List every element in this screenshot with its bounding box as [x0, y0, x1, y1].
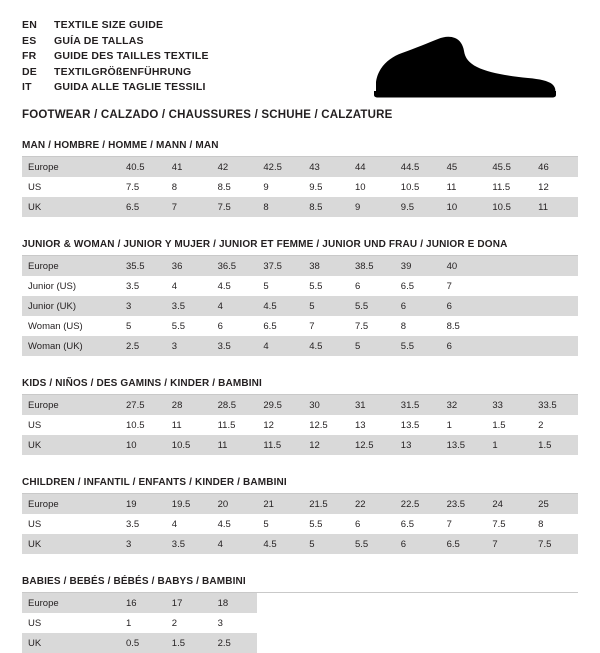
table-row [22, 494, 578, 514]
size-cell-empty [532, 256, 578, 276]
size-cell-empty [395, 633, 441, 653]
size-table-children [22, 494, 578, 554]
table-row [22, 336, 578, 356]
size-cell: 25 [532, 494, 578, 514]
language-code: IT [22, 81, 32, 93]
size-cell: 4 [212, 296, 258, 316]
size-cell: 8.5 [446, 320, 460, 332]
row-label: US [28, 181, 42, 193]
size-cell-empty [486, 633, 532, 653]
size-cell-empty [441, 633, 487, 653]
size-cell: 5 [263, 518, 269, 530]
size-cell: 38 [303, 256, 349, 276]
size-cell: 44.5 [395, 157, 441, 177]
row-label: Europe [22, 256, 120, 276]
size-cell: 12 [263, 419, 274, 431]
language-row [22, 34, 209, 50]
size-cell: 8 [538, 518, 544, 530]
section-babies [22, 576, 578, 653]
size-cell: 4.5 [217, 518, 231, 530]
size-cell: 41 [166, 157, 212, 177]
section-kids [22, 378, 578, 455]
size-cell: 22.5 [395, 494, 441, 514]
size-cell: 6 [354, 280, 361, 292]
size-cell-empty [441, 593, 487, 613]
row-label: US [28, 617, 42, 629]
size-cell: 45.5 [486, 157, 532, 177]
size-cell: 7 [486, 534, 532, 554]
size-cell: 5.5 [349, 534, 395, 554]
dress-shoe-icon [368, 34, 558, 100]
section-junior-woman [22, 239, 578, 356]
dress-shoe-illustration [368, 34, 558, 100]
table-row [22, 415, 578, 435]
size-cell-empty [395, 613, 441, 633]
language-list [22, 18, 209, 96]
size-cell: 4.5 [217, 280, 231, 292]
size-table-body [22, 256, 578, 356]
size-cell-empty [303, 593, 349, 613]
size-cell: 8.5 [217, 181, 231, 193]
size-cell-empty [441, 613, 487, 633]
size-cell: 6.5 [120, 197, 166, 217]
size-cell: 12 [538, 181, 549, 193]
row-label: UK [22, 534, 120, 554]
size-cell: 4 [171, 518, 178, 530]
size-cell-empty [532, 336, 578, 356]
size-cell: 6 [395, 296, 441, 316]
size-cell: 28 [166, 395, 212, 415]
size-cell: 5.5 [171, 320, 186, 332]
language-title: TEXTILE SIZE GUIDE [54, 19, 164, 31]
size-cell: 8 [400, 320, 407, 332]
size-cell: 42.5 [257, 157, 303, 177]
size-cell: 33 [486, 395, 532, 415]
size-cell: 0.5 [120, 633, 166, 653]
size-cell: 8 [257, 197, 303, 217]
size-cell: 1 [486, 435, 532, 455]
row-label: Junior (US) [28, 280, 77, 292]
size-cell: 27.5 [120, 395, 166, 415]
size-cell-empty [303, 613, 349, 633]
language-row [22, 80, 209, 96]
size-cell: 46 [532, 157, 578, 177]
size-cell: 3 [217, 617, 223, 629]
size-cell: 45 [441, 157, 487, 177]
size-cell: 2 [538, 419, 544, 431]
size-cell: 6 [217, 320, 223, 332]
size-cell: 4 [212, 534, 258, 554]
size-cell: 9 [263, 181, 269, 193]
section-title: JUNIOR & WOMAN / JUNIOR Y MUJER / JUNIOR ET FEMME / JUNIOR UND FRAU / JUNIOR E DONA [22, 239, 578, 256]
size-cell: 9.5 [309, 181, 323, 193]
size-cell: 3.5 [212, 336, 258, 356]
size-cell: 1 [446, 419, 452, 431]
size-cell: 13.5 [400, 419, 420, 431]
size-cell: 31 [349, 395, 395, 415]
size-cell-empty [532, 593, 578, 613]
language-title: GUIDA ALLE TAGLIE TESSILI [54, 81, 206, 93]
row-label: Europe [22, 157, 120, 177]
size-cell: 4.5 [257, 296, 303, 316]
size-cell-empty [303, 633, 349, 653]
size-cell: 5 [303, 296, 349, 316]
size-cell: 11 [171, 419, 182, 431]
size-cell: 6.5 [441, 534, 487, 554]
size-cell: 4.5 [303, 336, 349, 356]
table-row [22, 435, 578, 455]
size-cell: 9 [349, 197, 395, 217]
language-title: GUIDE DES TAILLES TEXTILE [54, 50, 209, 62]
size-cell-empty [257, 613, 303, 633]
row-label: Woman (US) [28, 320, 83, 332]
language-list-body [22, 18, 209, 96]
size-cell: 13 [395, 435, 441, 455]
row-label: Woman (UK) [22, 336, 120, 356]
size-cell: 5 [303, 534, 349, 554]
size-cell: 5 [263, 280, 269, 292]
size-cell-empty [486, 336, 532, 356]
size-cell-empty [349, 633, 395, 653]
size-cell-empty [532, 613, 578, 633]
row-label: UK [22, 197, 120, 217]
row-label: Europe [22, 494, 120, 514]
size-cell: 3.5 [126, 518, 140, 530]
row-label: Europe [22, 395, 120, 415]
size-cell: 3 [120, 534, 166, 554]
size-table-babies [22, 593, 578, 653]
size-cell: 17 [166, 593, 212, 613]
size-cell: 39 [395, 256, 441, 276]
row-label: Junior (UK) [22, 296, 120, 316]
size-cell: 7 [166, 197, 212, 217]
size-cell: 31.5 [395, 395, 441, 415]
size-table-body [22, 593, 578, 653]
section-title: CHILDREN / INFANTIL / ENFANTS / KINDER / BAMBINI [22, 477, 578, 494]
size-cell: 33.5 [532, 395, 578, 415]
size-cell-empty [395, 593, 441, 613]
table-row [22, 296, 578, 316]
size-cell: 43 [303, 157, 349, 177]
size-cell: 22 [349, 494, 395, 514]
size-cell: 9.5 [395, 197, 441, 217]
size-table-body [22, 395, 578, 455]
language-code: ES [22, 34, 37, 47]
row-label: UK [22, 435, 120, 455]
size-cell: 42 [212, 157, 258, 177]
size-cell: 38.5 [349, 256, 395, 276]
size-cell: 8.5 [303, 197, 349, 217]
size-cell: 1.5 [492, 419, 506, 431]
size-cell-empty [532, 296, 578, 316]
section-title: MAN / HOMBRE / HOMME / MANN / MAN [22, 140, 578, 157]
size-table-man [22, 157, 578, 217]
size-cell-empty [349, 593, 395, 613]
size-cell: 10 [441, 197, 487, 217]
size-cell: 3 [166, 336, 212, 356]
size-cell: 20 [212, 494, 258, 514]
size-cell: 7.5 [354, 320, 369, 332]
size-cell: 10.5 [400, 181, 420, 193]
size-cell: 10.5 [126, 419, 145, 431]
size-cell: 7 [309, 320, 315, 332]
size-cell: 12.5 [349, 435, 395, 455]
row-label: US [28, 518, 42, 530]
size-cell: 7.5 [212, 197, 258, 217]
size-cell: 40.5 [120, 157, 166, 177]
size-cell: 1.5 [166, 633, 212, 653]
size-cell: 6 [354, 518, 361, 530]
page-title: FOOTWEAR / CALZADO / CHAUSSURES / SCHUHE / CALZATURE [22, 108, 393, 121]
size-cell: 3.5 [126, 280, 140, 292]
size-cell: 7.5 [492, 518, 506, 530]
size-cell: 7 [446, 280, 452, 292]
size-cell: 10.5 [166, 435, 212, 455]
section-children [22, 477, 578, 554]
size-cell: 2 [171, 617, 178, 629]
section-title: BABIES / BEBÉS / BÉBÉS / BABYS / BAMBINI [22, 576, 578, 593]
size-cell-empty [532, 633, 578, 653]
size-cell-empty [486, 276, 532, 296]
size-cell: 37.5 [257, 256, 303, 276]
size-cell: 5 [349, 336, 395, 356]
size-cell: 4 [257, 336, 303, 356]
size-cell: 5.5 [349, 296, 395, 316]
table-row [22, 514, 578, 534]
language-title: GUÍA DE TALLAS [54, 34, 144, 47]
size-cell-empty [486, 316, 532, 336]
size-cell: 6.5 [400, 518, 414, 530]
size-cell: 29.5 [257, 395, 303, 415]
size-cell: 5.5 [309, 518, 323, 530]
size-cell: 8 [171, 181, 178, 193]
table-row [22, 593, 578, 613]
size-cell-empty [349, 613, 395, 633]
size-table-body [22, 494, 578, 554]
size-table-kids [22, 395, 578, 455]
size-cell: 7.5 [126, 181, 140, 193]
size-cell: 32 [441, 395, 487, 415]
size-cell: 2.5 [212, 633, 258, 653]
size-table-junior-woman [22, 256, 578, 356]
size-cell: 35.5 [120, 256, 166, 276]
size-cell: 1.5 [532, 435, 578, 455]
table-row [22, 177, 578, 197]
size-cell: 6.5 [400, 280, 414, 292]
size-cell-empty [486, 256, 532, 276]
table-row [22, 276, 578, 296]
size-cell: 10 [120, 435, 166, 455]
size-cell: 4 [171, 280, 178, 292]
size-cell: 6 [395, 534, 441, 554]
table-row [22, 157, 578, 177]
size-cell: 11.5 [492, 181, 511, 193]
table-row [22, 197, 578, 217]
language-row [22, 49, 209, 65]
size-cell: 21 [257, 494, 303, 514]
size-cell: 13 [354, 419, 366, 431]
table-row [22, 316, 578, 336]
size-cell: 19 [120, 494, 166, 514]
table-row [22, 534, 578, 554]
size-cell: 44 [349, 157, 395, 177]
size-cell: 11.5 [217, 419, 236, 431]
size-cell: 10 [354, 181, 366, 193]
table-row [22, 256, 578, 276]
size-cell: 16 [120, 593, 166, 613]
size-cell: 10.5 [486, 197, 532, 217]
size-cell: 11 [532, 197, 578, 217]
size-cell: 24 [486, 494, 532, 514]
size-cell: 6 [441, 296, 487, 316]
language-row [22, 18, 209, 34]
size-table-body [22, 157, 578, 217]
size-cell-empty [486, 613, 532, 633]
size-cell: 4.5 [257, 534, 303, 554]
size-cell: 11 [212, 435, 258, 455]
size-cell-empty [532, 276, 578, 296]
size-cell: 28.5 [212, 395, 258, 415]
size-cell: 1 [126, 617, 132, 629]
language-row [22, 65, 209, 81]
size-cell: 3.5 [166, 296, 212, 316]
table-row [22, 613, 578, 633]
size-cell: 21.5 [303, 494, 349, 514]
size-cell: 6 [441, 336, 487, 356]
size-cell: 5 [126, 320, 132, 332]
section-man [22, 140, 578, 217]
size-cell: 12 [303, 435, 349, 455]
size-cell: 11 [446, 181, 457, 193]
table-row [22, 395, 578, 415]
size-cell-empty [257, 593, 303, 613]
table-row [22, 633, 578, 653]
size-cell: 2.5 [120, 336, 166, 356]
size-cell: 5.5 [309, 280, 323, 292]
size-cell-empty [486, 296, 532, 316]
language-code: DE [22, 65, 37, 78]
size-cell: 19.5 [166, 494, 212, 514]
size-cell: 7.5 [532, 534, 578, 554]
size-cell: 30 [303, 395, 349, 415]
language-code: EN [22, 19, 37, 31]
size-cell: 36 [166, 256, 212, 276]
language-code: FR [22, 50, 37, 62]
row-label: US [28, 419, 42, 431]
size-cell-empty [257, 633, 303, 653]
row-label: Europe [22, 593, 120, 613]
size-cell-empty [486, 593, 532, 613]
document-header [22, 18, 578, 121]
size-cell: 7 [446, 518, 452, 530]
size-cell: 3.5 [166, 534, 212, 554]
size-cell: 5.5 [395, 336, 441, 356]
size-cell: 23.5 [441, 494, 487, 514]
size-cell: 6.5 [263, 320, 277, 332]
size-cell: 11.5 [257, 435, 303, 455]
language-title: TEXTILGRÖßENFÜHRUNG [54, 65, 192, 78]
size-cell-empty [532, 316, 578, 336]
size-cell: 13.5 [441, 435, 487, 455]
section-title: KIDS / NIÑOS / DES GAMINS / KINDER / BAMBINI [22, 378, 578, 395]
size-cell: 3 [120, 296, 166, 316]
size-cell: 12.5 [309, 419, 328, 431]
size-cell: 18 [212, 593, 258, 613]
row-label: UK [22, 633, 120, 653]
size-cell: 36.5 [212, 256, 258, 276]
size-cell: 40 [441, 256, 487, 276]
